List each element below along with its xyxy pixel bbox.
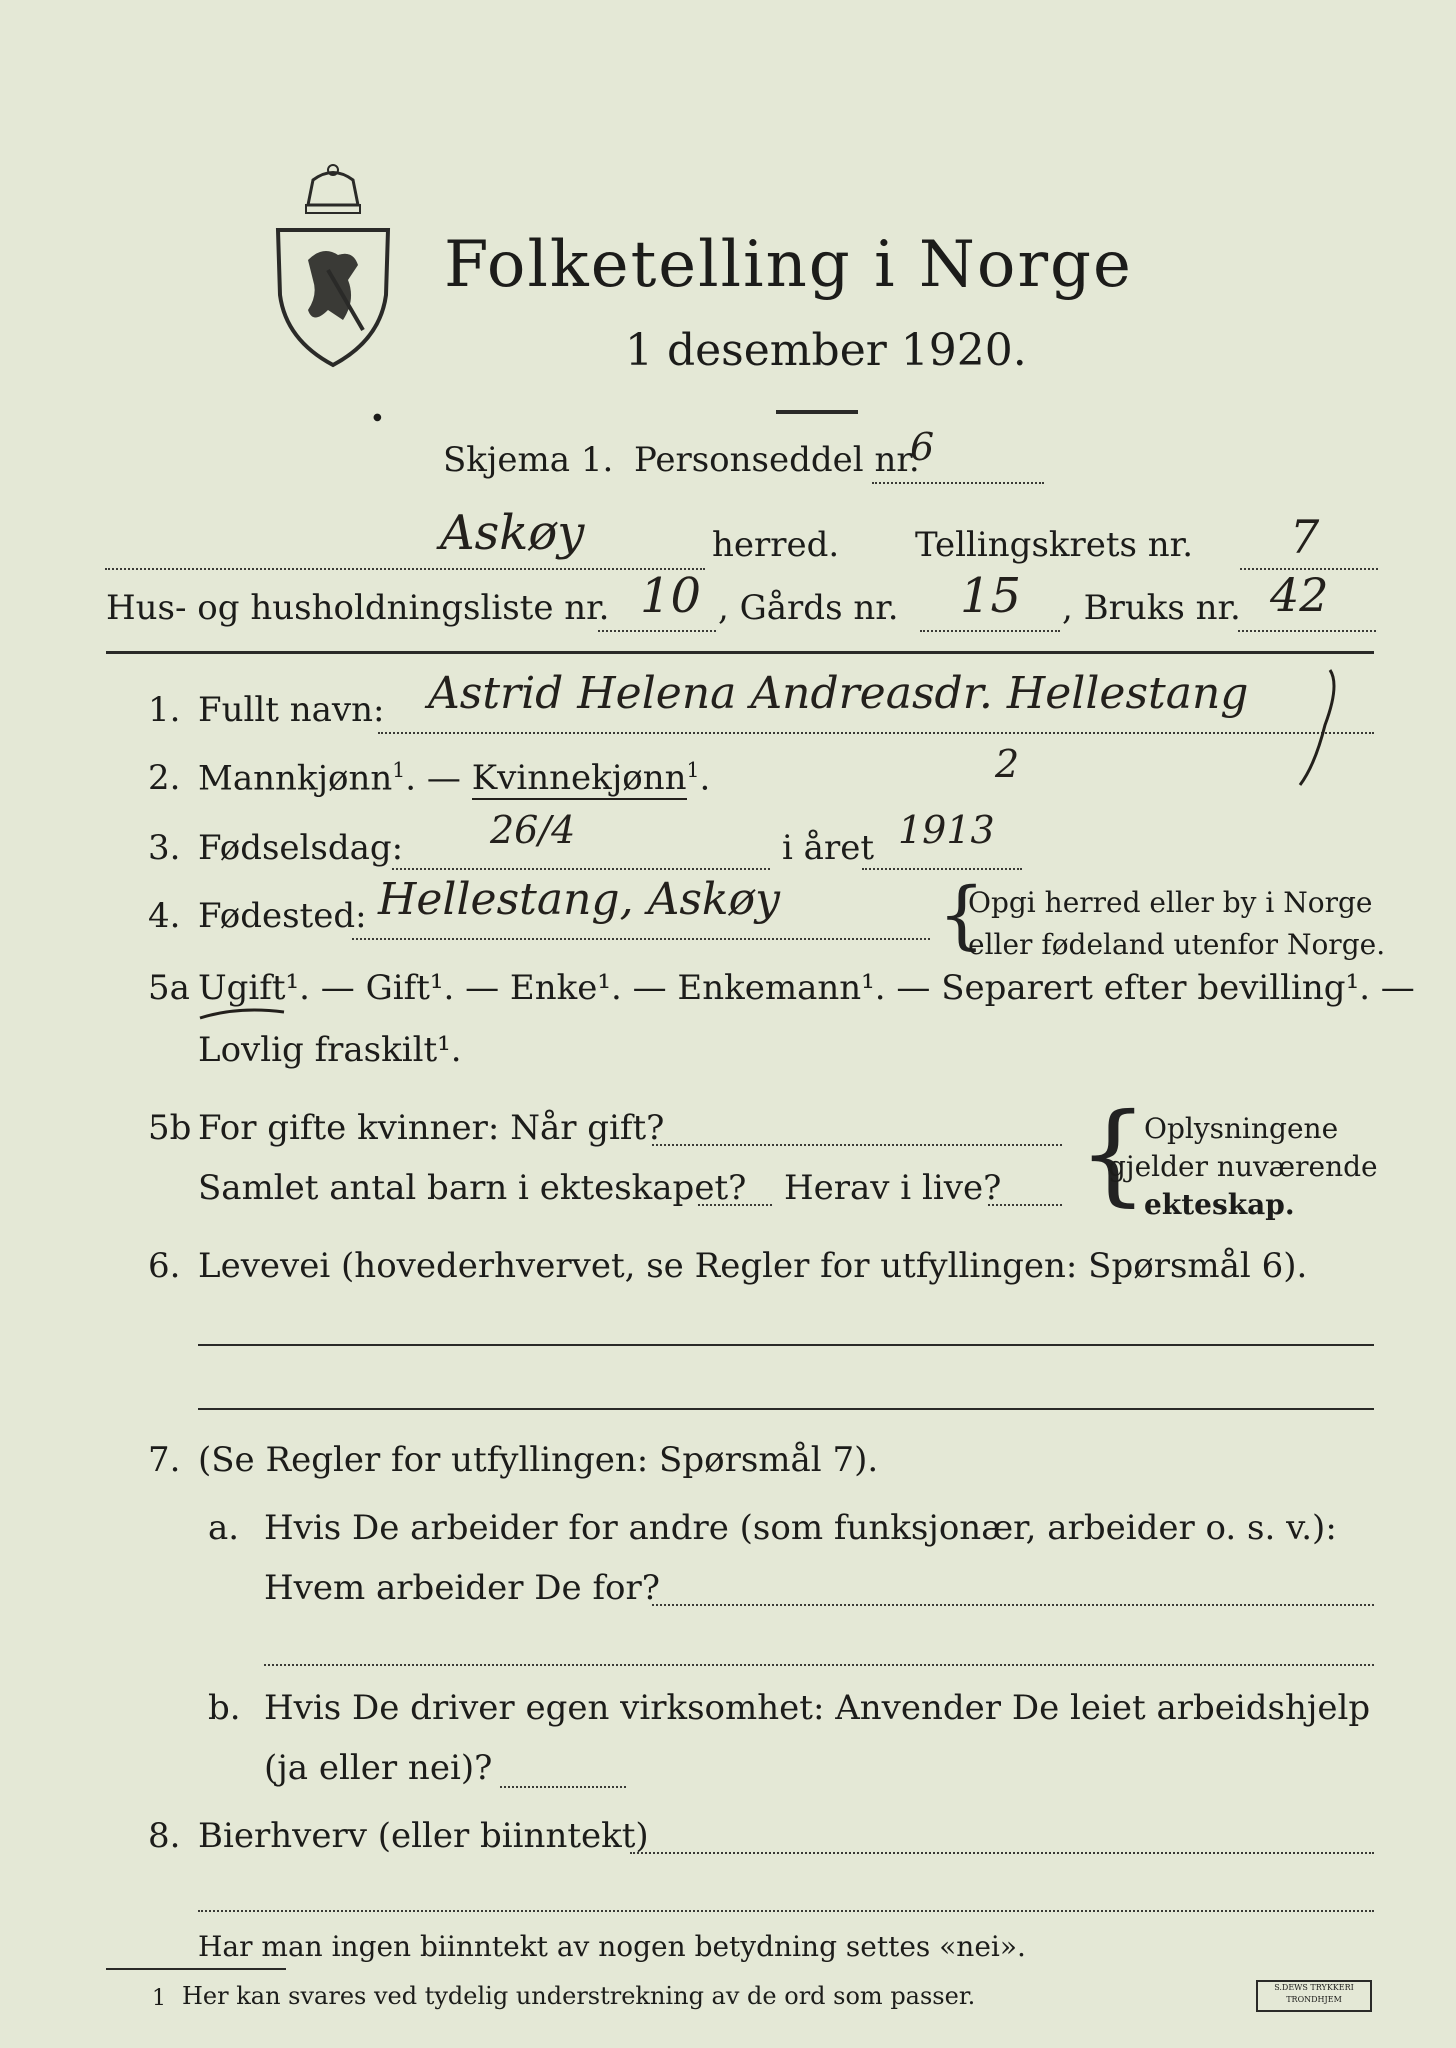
personseddel-line [872, 482, 1044, 484]
q7a-extra-line [264, 1664, 1374, 1666]
herred-value: Askøy [440, 505, 585, 561]
husliste-label: Hus- og husholdningsliste nr. [106, 588, 610, 628]
herred-line [105, 568, 705, 570]
q6-number: 6. [148, 1246, 181, 1286]
q1-number: 1. [148, 690, 181, 730]
q8-number: 8. [148, 1816, 181, 1856]
q5b-label-alive: Herav i live? [784, 1168, 1002, 1208]
q5b-label-married: For gifte kvinner: Når gift? [198, 1108, 665, 1148]
q7a-answer-line [652, 1604, 1374, 1606]
form-date: 1 desember 1920. [625, 325, 1027, 376]
q2-options: Mannkjønn$^1$. — Kvinnekjønn$^1$. [198, 758, 711, 799]
q5a-number: 5a [148, 968, 190, 1008]
q3-line [392, 868, 770, 870]
gards-label: , Gårds nr. [718, 588, 899, 628]
q2-mark: 2 [995, 742, 1020, 786]
q8-extra-line [198, 1910, 1374, 1912]
gards-line [920, 630, 1060, 632]
footnote-text: Her kan svares ved tydelig understrekning av de ord som passer. [182, 1982, 976, 2010]
q6-line1 [198, 1344, 1374, 1346]
personseddel-label: Personseddel nr. [634, 440, 920, 480]
husliste-value: 10 [640, 568, 702, 624]
q3-label: Fødselsdag: [198, 828, 404, 868]
q6-line2 [198, 1408, 1374, 1410]
form-title: Folketelling i Norge [444, 228, 1133, 302]
q5b-note-line2: gjelder nuværende [1108, 1150, 1378, 1183]
q1-label: Fullt navn: [198, 690, 385, 730]
gards-value: 15 [960, 568, 1022, 624]
q5a-line1: Ugift¹. — Gift¹. — Enke¹. — Enkemann¹. — Separert efter bevilling¹. — [198, 968, 1415, 1008]
title-divider [776, 410, 858, 414]
q8-label: Bierhverv (eller biinntekt) [198, 1816, 649, 1856]
q7b-number: b. [208, 1688, 241, 1728]
q5b-note-line3: ekteskap. [1144, 1188, 1295, 1221]
q3-year-value: 1913 [898, 808, 995, 852]
q3-number: 3. [148, 828, 181, 868]
husliste-line [598, 630, 716, 632]
q1-line [378, 732, 1374, 734]
norway-coat-of-arms-icon [268, 160, 398, 370]
q7b-line2: (ja eller nei)? [264, 1748, 493, 1788]
q7-number: 7. [148, 1440, 181, 1480]
q4-note-line1: Opgi herred eller by i Norge [968, 886, 1373, 919]
q1-value: Astrid Helena Andreasdr. Hellestang [428, 668, 1249, 719]
q4-brace: { [938, 872, 986, 958]
q5b-number: 5b [148, 1108, 192, 1148]
q8-note: Har man ingen biinntekt av nogen betydning settes «nei». [198, 1930, 1026, 1963]
q2-separator: . — [405, 758, 472, 799]
q2-female[interactable]: Kvinnekjønn [471, 758, 687, 799]
printer-stamp-line2: TRONDHJEM [1286, 1995, 1342, 2004]
q3-year-label: i året [782, 828, 874, 868]
q5b-note-line1: Oplysningene [1144, 1112, 1339, 1145]
q7a-line2: Hvem arbeider De for? [264, 1568, 660, 1608]
q3-value: 26/4 [490, 808, 576, 852]
bruks-value: 42 [1270, 568, 1329, 622]
ugift-underline [198, 1004, 286, 1028]
q4-note-line2: eller fødeland utenfor Norge. [968, 928, 1386, 961]
q4-number: 4. [148, 896, 181, 936]
bruks-line [1238, 630, 1376, 632]
schema-label: Skjema 1. [443, 440, 614, 480]
bruks-label: , Bruks nr. [1062, 588, 1241, 628]
q4-label: Fødested: [198, 896, 367, 936]
q2-number: 2. [148, 758, 181, 798]
q5b-brace: { [1078, 1089, 1148, 1217]
personseddel-value: 6 [910, 425, 935, 469]
footnote-mark: 1 [152, 1986, 166, 2011]
q4-value: Hellestang, Askøy [378, 874, 780, 925]
q5a-line2: Lovlig fraskilt¹. [198, 1030, 462, 1070]
name-flourish [1285, 665, 1345, 795]
printer-stamp [1256, 1980, 1372, 2012]
q4-line [352, 938, 930, 940]
q7-label: (Se Regler for utfyllingen: Spørsmål 7). [198, 1440, 879, 1480]
tellingskrets-value: 7 [1290, 510, 1320, 564]
q5b-children-line [698, 1204, 772, 1206]
q3-year-line [862, 868, 1022, 870]
q7a-number: a. [208, 1508, 240, 1548]
q7b-answer-line [500, 1786, 626, 1788]
q5b-married-line [652, 1144, 1062, 1146]
footnote-rule [106, 1968, 286, 1970]
q6-label: Levevei (hovederhvervet, se Regler for utfyllingen: Spørsmål 6). [198, 1246, 1308, 1286]
herred-label: herred. [712, 525, 840, 565]
printer-stamp-line1: S.DEWS TRYKKERI [1274, 1983, 1354, 1992]
q2-male[interactable]: Mannkjønn [198, 758, 393, 799]
q7b-line1: Hvis De driver egen virksomhet: Anvender De leiet arbeidshjelp [264, 1688, 1371, 1728]
q7a-line1: Hvis De arbeider for andre (som funksjonær, arbeider o. s. v.): [264, 1508, 1337, 1548]
q8-answer-line [630, 1852, 1374, 1854]
header-rule [106, 651, 1374, 654]
q5b-label-children: Samlet antal barn i ekteskapet? [198, 1168, 747, 1208]
q5b-alive-line [988, 1204, 1062, 1206]
tellingskrets-label: Tellingskrets nr. [915, 525, 1194, 565]
dot-mark: ● [373, 412, 382, 423]
